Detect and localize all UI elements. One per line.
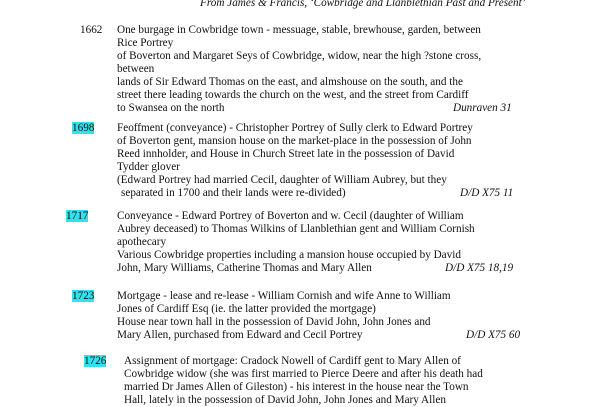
entry-text-line: to Swansea on the north bbox=[117, 102, 225, 114]
archive-reference: D/D X75 60 bbox=[466, 329, 521, 341]
source-header: From James & Francis, ‘Cowbridge and Llanblethian Past and Present’ bbox=[200, 0, 526, 9]
archive-reference: D/D X75 11 bbox=[460, 187, 514, 199]
entry-year bbox=[72, 290, 94, 303]
entry-text-line: (Edward Portrey had married Cecil, daughter of William Aubrey, but they bbox=[117, 174, 447, 186]
entry-text-line: Reed innholder, and House in Church Street late in the possession of David bbox=[117, 148, 455, 160]
entry-year bbox=[72, 122, 94, 135]
entry-text-line: apothecary bbox=[117, 236, 167, 248]
entry-text-line: street there leading towards the church on the west, and the street from Cardiff bbox=[117, 89, 469, 101]
entry-text-line: separated in 1700 and their lands were re-divided) bbox=[121, 187, 346, 199]
entry-text-line: of Boverton gent, mansion house on the market-place in the possession of John bbox=[117, 135, 472, 147]
archive-reference: D/D X75 18,19 bbox=[445, 262, 514, 274]
entry-text-line: Various Cowbridge properties including a mansion house occupied by David bbox=[117, 249, 461, 261]
entry-text-line: Assignment of mortgage: Cradock Nowell of Cardiff gent to Mary Allen of bbox=[124, 355, 461, 367]
search-highlight: 1698 bbox=[72, 122, 95, 134]
entry-text-line: married Dr James Allen of Gileston) - his interest in the house near the Town bbox=[124, 381, 469, 393]
entry-text-line: Hall, lately in the possession of David John, John Jones and Mary Allen bbox=[124, 394, 446, 406]
search-highlight: 1723 bbox=[72, 290, 95, 302]
entry-text-line: Jones of Cardiff Esq (ie. the latter provided the mortgage) bbox=[117, 303, 376, 315]
entry-text-line: Rice Portrey bbox=[117, 37, 174, 49]
entry-text-line: Conveyance - Edward Portrey of Boverton and w. Cecil (daughter of William bbox=[117, 210, 464, 222]
entry-text-line: Tydder glover bbox=[117, 161, 180, 173]
entry-text-line: Aubrey deceased) to Thomas Wilkins of Llanblethian gent and William Cornish bbox=[117, 223, 475, 235]
entry-text-line: House near town hall in the possession of David John, John Jones and bbox=[117, 316, 431, 328]
entry-year: 1662 bbox=[80, 24, 103, 36]
entry-text-line: Mary Allen, purchased from Edward and Cecil Portrey bbox=[117, 329, 363, 341]
entry-text-line: John, Mary Williams, Catherine Thomas and Mary Allen bbox=[117, 262, 372, 274]
entry-text-line: Mortgage - lease and re-lease - William Cornish and wife Anne to William bbox=[117, 290, 451, 302]
entry-text-line: One burgage in Cowbridge town - messuage, stable, brewhouse, garden, between bbox=[117, 24, 481, 36]
entry-text-line: between bbox=[117, 63, 155, 75]
entry-year bbox=[84, 355, 106, 368]
entry-text-line: of Boverton and Margaret Seys of Cowbridge, widow, near the high ?stone cross, bbox=[117, 50, 482, 62]
search-highlight: 1726 bbox=[84, 355, 107, 367]
entry-text-line: lands of Sir Edward Thomas on the east, and almshouse on the south, and the bbox=[117, 76, 463, 88]
entry-text-line: Cowbridge widow (she was first married to Pierce Deere and after his death had bbox=[124, 368, 483, 380]
search-highlight: 1717 bbox=[66, 210, 89, 222]
archive-reference: Dunraven 31 bbox=[453, 102, 512, 114]
entry-year bbox=[66, 210, 88, 223]
entry-text-line: Feoffment (conveyance) - Christopher Portrey of Sully clerk to Edward Portrey bbox=[117, 122, 473, 134]
